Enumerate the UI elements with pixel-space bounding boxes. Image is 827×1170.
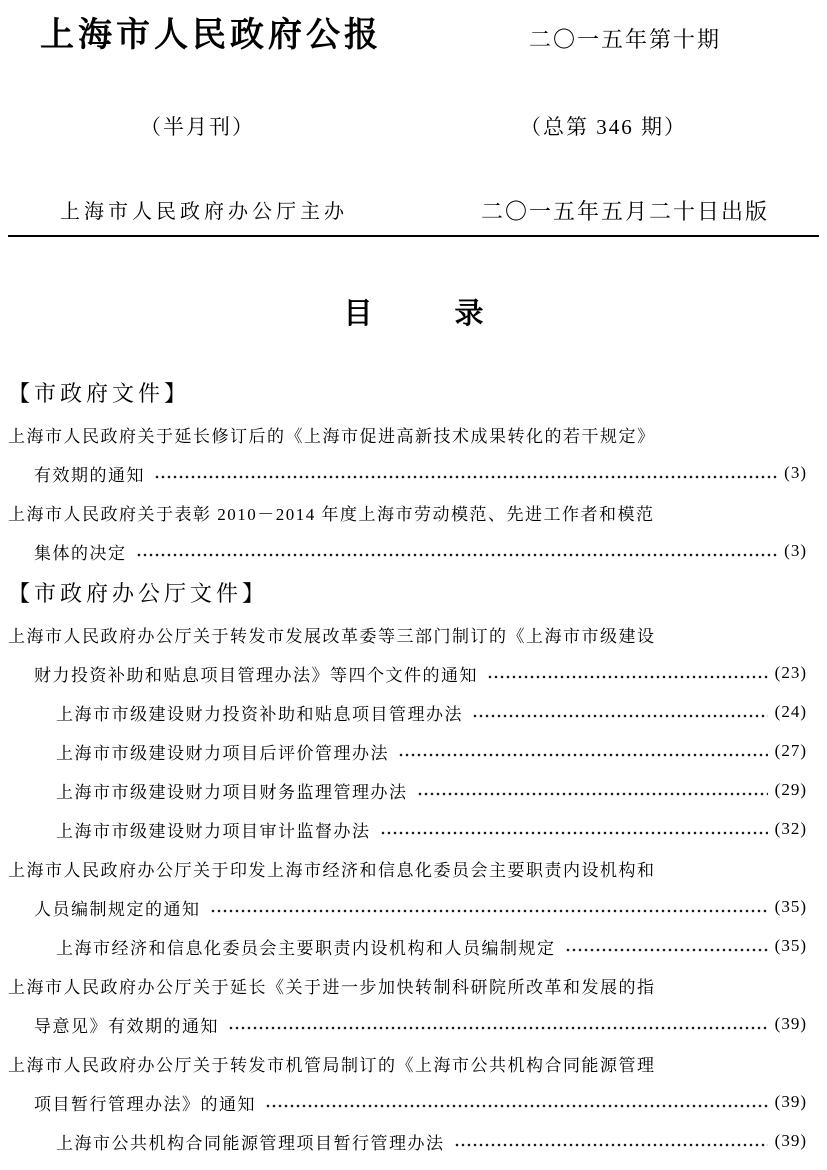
masthead-row-3: [0, 195, 827, 226]
toc-entry-text: 财力投资补助和贴息项目管理办法》等四个文件的通知: [34, 665, 478, 685]
dot-leader: [265, 1083, 768, 1122]
dot-leader: [228, 1005, 768, 1044]
toc-entry-line: [8, 493, 807, 532]
toc-section-heading: 【市政府文件】: [8, 381, 191, 407]
toc-entry-text: 上海市市级建设财力项目财务监理管理办法: [56, 782, 408, 802]
toc-entry-line: [8, 1122, 807, 1161]
toc-entry-text: 上海市公共机构合同能源管理项目暂行管理办法: [56, 1133, 445, 1153]
toc-entry-text: 上海市市级建设财力项目审计监督办法: [56, 821, 371, 841]
toc-entry-line: [8, 415, 807, 454]
toc-entry-line: [8, 771, 807, 810]
toc-entry-text: 上海市人民政府关于延长修订后的《上海市促进高新技术成果转化的若干规定》: [8, 426, 656, 446]
toc-section: [8, 377, 807, 571]
toc-entry-text: 上海市经济和信息化委员会主要职责内设机构和人员编制规定: [56, 938, 556, 958]
dot-leader: [417, 771, 768, 810]
toc-entry-text: 导意见》有效期的通知: [34, 1016, 219, 1036]
toc-entry-line: [8, 849, 807, 888]
dot-leader: [472, 693, 768, 732]
toc-entry-text: 上海市人民政府办公厅关于转发市机管局制订的《上海市公共机构合同能源管理: [8, 1055, 656, 1075]
toc-page-number: (35): [774, 936, 807, 956]
cumulative-issue-label: （总第 346 期）: [520, 114, 687, 139]
publish-date-label: 二〇一五年五月二十日出版: [480, 198, 769, 224]
toc-entry-text: 上海市市级建设财力投资补助和贴息项目管理办法: [56, 704, 463, 724]
toc-entry-line: [8, 966, 807, 1005]
toc-page-number: (3): [784, 463, 807, 483]
toc-title-char-right: 录: [454, 298, 484, 331]
toc-page-number: (29): [774, 780, 807, 800]
dot-leader: [565, 927, 768, 966]
toc-entry-line: [8, 615, 807, 654]
toc-page-number: (39): [774, 1014, 807, 1034]
toc-page-number: (27): [774, 741, 807, 761]
dot-leader: [454, 1122, 768, 1161]
toc-page-number: (23): [774, 663, 807, 683]
toc-section-rows: [8, 415, 807, 571]
toc-entry-text: 上海市人民政府关于表彰 2010－2014 年度上海市劳动模范、先进工作者和模范: [8, 504, 655, 524]
toc-entry-text: 项目暂行管理办法》的通知: [34, 1094, 256, 1114]
dot-leader: [398, 732, 768, 771]
masthead: [0, 0, 827, 237]
toc-entry-line: [8, 810, 807, 849]
periodicity-label: （半月刊）: [140, 114, 255, 139]
toc-entry-line: [8, 1044, 807, 1083]
toc-entry-text: 有效期的通知: [34, 465, 145, 485]
toc-section-rows: [8, 615, 807, 1161]
toc-entry-text: 上海市人民政府办公厅关于延长《关于进一步加快转制科研院所改革和发展的指: [8, 977, 656, 997]
toc-entry-line: [8, 927, 807, 966]
masthead-row-2: [0, 111, 827, 141]
toc-page-number: (32): [774, 819, 807, 839]
dot-leader: [380, 810, 768, 849]
toc-entry-line: [8, 1005, 807, 1044]
toc-section-heading: 【市政府办公厅文件】: [8, 581, 269, 607]
masthead-row-1: [0, 0, 827, 57]
toc-title: [0, 295, 827, 329]
toc-entry-text: 上海市人民政府办公厅关于转发市发展改革委等三部门制订的《上海市市级建设: [8, 626, 656, 646]
toc-list: [0, 377, 827, 1161]
toc-entry-text: 上海市人民政府办公厅关于印发上海市经济和信息化委员会主要职责内设机构和: [8, 860, 656, 880]
toc-section: [8, 577, 807, 1161]
dot-leader: [154, 454, 777, 493]
toc-entry-line: [8, 693, 807, 732]
toc-entry-line: [8, 532, 807, 571]
toc-entry-text: 上海市市级建设财力项目后评价管理办法: [56, 743, 389, 763]
toc-entry-line: [8, 454, 807, 493]
organizer-label: 上海市人民政府办公厅主办: [60, 200, 348, 223]
toc-title-char-left: 目: [343, 298, 373, 331]
toc-entry-line: [8, 732, 807, 771]
toc-page-number: (35): [774, 897, 807, 917]
toc-page-number: (39): [774, 1131, 807, 1151]
header-divider: [8, 235, 819, 237]
toc-entry-line: [8, 654, 807, 693]
toc-page-number: (39): [774, 1092, 807, 1112]
toc-entry-text: 人员编制规定的通知: [34, 899, 201, 919]
toc-entry-line: [8, 1083, 807, 1122]
gazette-title: 上海市人民政府公报: [40, 17, 382, 54]
dot-leader: [210, 888, 768, 927]
issue-number: 二〇一五年第十期: [528, 27, 721, 52]
toc-entry-line: [8, 888, 807, 927]
dot-leader: [487, 654, 768, 693]
dot-leader: [136, 532, 778, 571]
toc-page-number: (24): [774, 702, 807, 722]
toc-entry-text: 集体的决定: [34, 543, 127, 563]
toc-page-number: (3): [784, 541, 807, 561]
